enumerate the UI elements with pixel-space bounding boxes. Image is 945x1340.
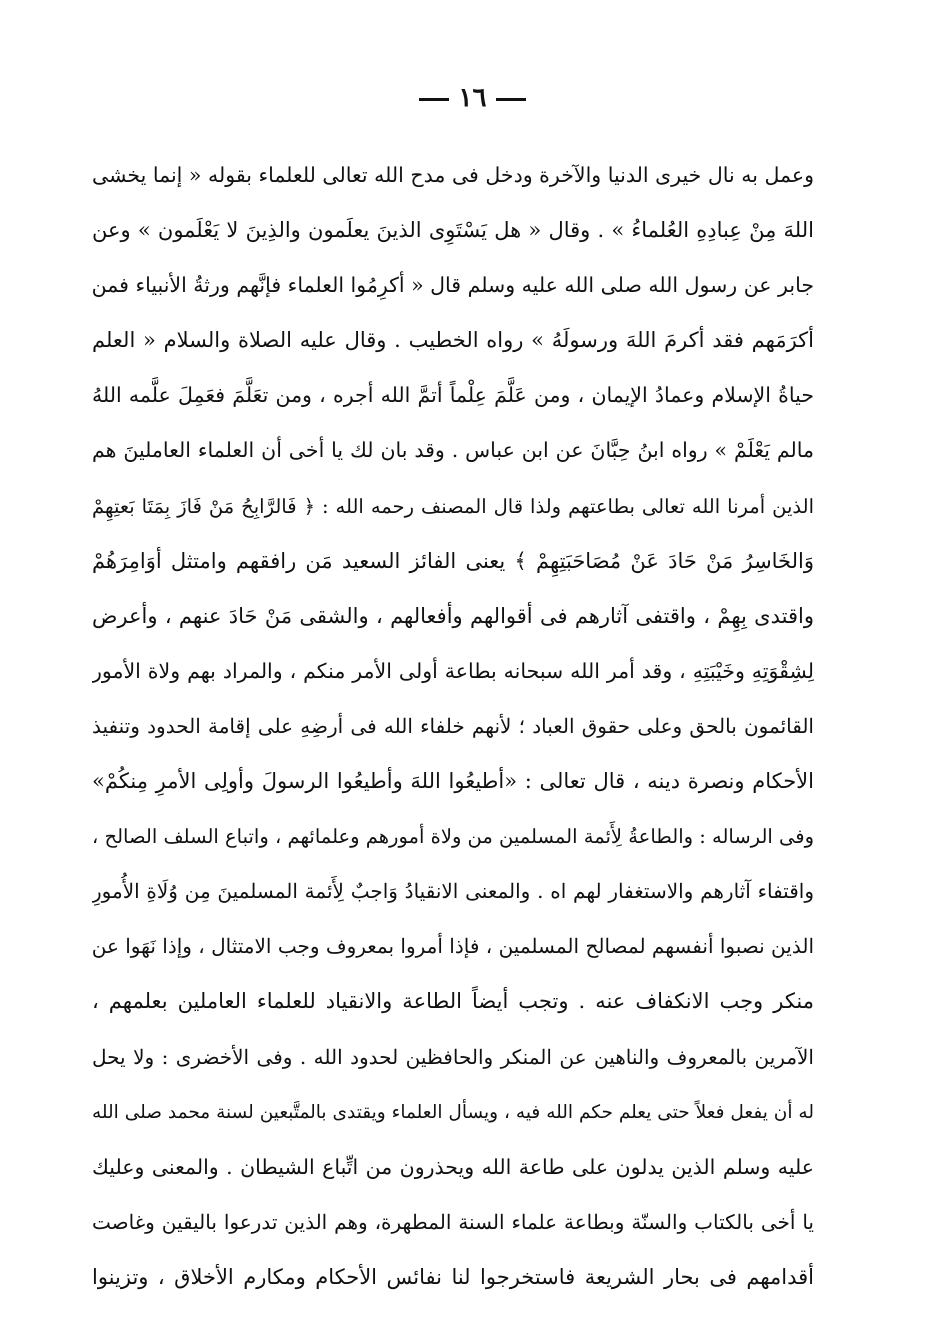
page-number bbox=[0, 78, 945, 118]
dash-right bbox=[496, 98, 526, 101]
body-text bbox=[92, 148, 814, 1305]
text-line: لِشِقْوَتِهِ وخَيْبَتِهِ ، وقد أمر الله سبحانه بطاعة أولى الأمر منكم ، والمراد بهم ولاة الأمور bbox=[92, 658, 814, 683]
text-line: واقتفاء آثارهم والاستغفار لهم اه . والمعنى الانقيادُ وَاجبٌ لِأَئمة المسلمينَ مِن وُلَاةِ الأُمورِ bbox=[92, 879, 814, 904]
text-line: وفى الرساله : والطاعةُ لِأَئمة المسلمين من ولاة أمورهم وعلمائهم ، واتباع السلف الصالح ، bbox=[92, 825, 814, 849]
text-line: واقتدى بِهِمْ ، واقتفى آثارهم فى أقوالهم وأفعالهم ، والشقى مَنْ حَادَ عنهم ، وأعرض bbox=[92, 603, 814, 628]
text-line: وعمل به نال خيرى الدنيا والآخرة ودخل فى مدح الله تعالى للعلماء بقوله « إنما يخشى bbox=[92, 163, 814, 187]
text-line: الآمرين بالمعروف والناهين عن المنكر والحافظين لحدود الله . وفى الأخضرى : ولا يحل bbox=[92, 1044, 814, 1069]
text-line: عليه وسلم الذين يدلون على طاعة الله ويحذرون من اتِّباع الشيطان . والمعنى وعليك bbox=[92, 1154, 814, 1179]
text-line: أكرَمَهم فقد أكرمَ اللهَ ورسولَهُ » رواه الخطيب . وقال عليه الصلاة والسلام « العلم bbox=[92, 328, 814, 353]
text-line: القائمون بالحق وعلى حقوق العباد ؛ لأنهم خلفاء الله فى أرضِهِ على إقامة الحدود وتنفيذ bbox=[92, 713, 814, 738]
text-line: وَالخَاسِرُ مَنْ حَادَ عَنْ مُصَاحَبَتِهِمْ ﴾ يعنى الفائز السعيد مَن رافقهم وامتثل أوَامِرَهُمْ bbox=[92, 548, 814, 573]
text-line: حياةُ الإسلام وعمادُ الإيمان ، ومن عَلَّمَ عِلْماً أتمَّ الله أجره ، ومن تعَلَّمَ فعَمِلَ علَّمه اللهُ bbox=[92, 383, 814, 408]
text-line: الذين نصبوا أنفسهم لمصالح المسلمين ، فإذا أمروا بمعروف وجب الامتثال ، وإذا نَهَوا عن bbox=[92, 934, 814, 959]
text-line: جابر عن رسول الله صلى الله عليه وسلم قال « أكرِمُوا العلماء فإنَّهم ورثةُ الأنبياء فمن bbox=[92, 273, 814, 298]
text-line: مالم يَعْلَمْ » رواه ابنُ حِبَّانَ عن ابن عباس . وقد بان لك يا أخى أن العلماء العاملينَ هم bbox=[92, 438, 814, 463]
text-line: الذين أمرنا الله تعالى بطاعتهم ولذا قال المصنف رحمه الله : ﴿ فَالرَّابِحُ مَنْ فَازَ بِمَتَا بَعتِهِمْ bbox=[92, 494, 814, 518]
text-line: الأحكام ونصرة دينه ، قال تعالى : «أطيعُوا اللهَ وأطيعُوا الرسولَ وأولِى الأمرِ مِنكُمْ» bbox=[92, 769, 814, 794]
text-line: منكر وجب الانكفاف عنه . وتجب أيضاً الطاعة والانقياد للعلماء العاملين بعلمهم ، bbox=[92, 989, 814, 1014]
text-line: له أن يفعل فعلاً حتى يعلم حكم الله فيه ، ويسأل العلماء ويقتدى بالمتَّبعين لسنة محمد صلى الله bbox=[92, 1101, 814, 1123]
text-line: أقدامهم فى بحار الشريعة فاستخرجوا لنا نفائس الأحكام ومكارم الأخلاق ، وتزينوا bbox=[92, 1264, 814, 1289]
dash-left bbox=[419, 98, 449, 101]
page-number-text: ١٦ bbox=[458, 83, 487, 113]
text-line: يا أخى بالكتاب والسنّة وبطاعة علماء السنة المطهرة، وهم الذين تدرعوا باليقين وغاصت bbox=[92, 1209, 814, 1234]
text-line: اللهَ مِنْ عِبادِهِ العُلماءُ » . وقال « هل يَسْتَوِى الذينَ يعلَمون والذِينَ لا يَعْلَمون » وعن bbox=[92, 218, 814, 243]
